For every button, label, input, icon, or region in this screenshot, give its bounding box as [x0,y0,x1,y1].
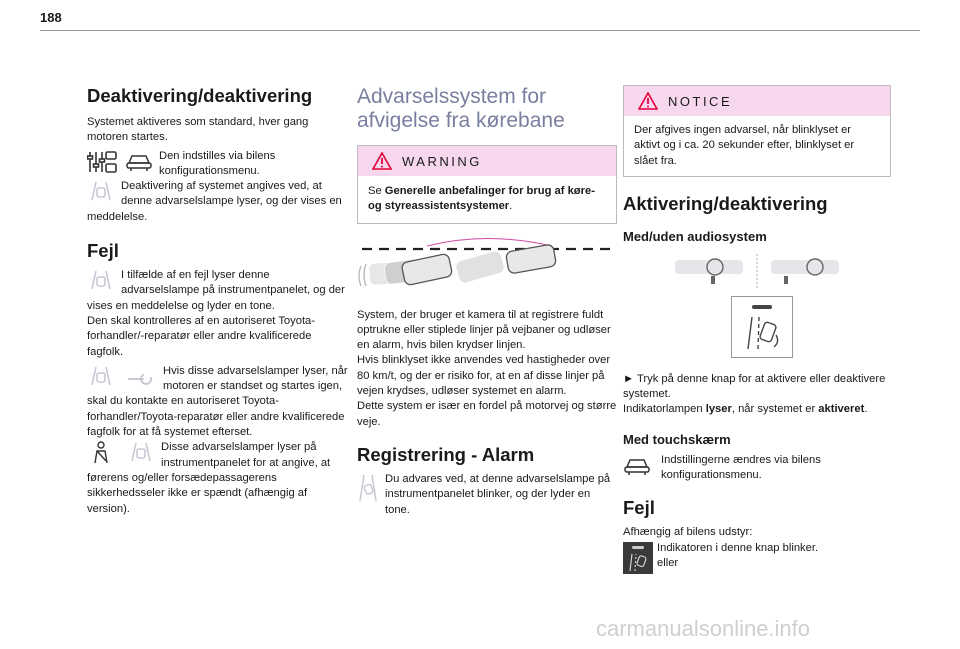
warning-triangle-icon [372,152,392,170]
warning-header [358,146,616,176]
warning-triangle-icon [638,92,658,110]
warning-box [357,145,617,224]
lane-button-icon [623,542,653,574]
header-divider [40,30,920,31]
seatbelt-icon [89,441,113,465]
notice-text: Der afgives ingen advarsel, når blinklyset er aktivt og i ca. 20 sekunder efter, blinklyset er slået fra. [634,124,855,167]
fault-text-3: Hvis disse advarselslamper lyser, når motoren er standset og startes igen, skal du kontakte en autoriseret Toyota-forhandler/Toyota-reparatør eller andre kvalificerede fagfolk for at få systemet efterset. [87,364,348,439]
deactivation-text: Deaktivering af systemet angives ved, at denne advarselslampe lyser, og der vises en meddelelse. [87,180,342,223]
intro-text: Systemet aktiveres som standard, hver gang motoren startes. [87,116,309,144]
car-icon [125,150,153,172]
heading-touch: Med touchskærm [623,431,731,447]
watermark: carmanualsonline.info [596,616,811,641]
warning-label: WARNING [402,153,482,169]
alarm-text: Du advares ved, at denne advarselslampe på instrumentpanelet blinker, og der lyder en tone. [385,472,611,516]
warning-text: Se Generelle anbefalinger for brug af køre- og styreassistentsystemer. [368,185,595,213]
fault-text-4: Disse advarselslamper lyser på instrumentpanelet for at angive, at førerens og/eller forsædepassagerens sikkerhedsseler ikke er spændt (afhængig af version). [87,441,331,515]
fault-text-2: Den skal kontrolleres af en autoriseret Toyota-forhandler/-reparatør eller andre kvalificerede fagfolk. [87,314,316,358]
steering-wheel-illustration [675,254,891,290]
system-text-3: Dette system er især en fordel på motorvej og større veje. [357,400,617,428]
page-number: 188 [40,10,62,25]
column-2 [357,85,617,518]
equipment-text: Afhængig af bilens udstyr: [623,526,753,539]
settings-icon [87,150,117,174]
fault-text-1: I tilfælde af en fejl lyser denne advarselslampe på instrumentpanelet, og der vises en meddelelse og lyder en tone. [87,269,345,312]
notice-label: NOTICE [668,93,733,109]
heading-audio: Med/uden audiosystem [623,228,767,244]
notice-header [624,86,890,116]
touch-text: Indstillingerne ændres via bilens konfigurationsmenu. [661,453,821,482]
system-text-2: Hvis blinklyset ikke anvendes ved hastigheder over 80 km/t, og der er risiko for, at en af disse linjer på vejen krydses, udløser systemet en alarm. [357,354,611,398]
column-1 [87,85,349,517]
lane-warning-icon [87,365,115,387]
lane-warning-icon [87,180,115,202]
heading-fault-2: Fejl [623,497,655,519]
indicator-text: Indikatorlampen lyser, når systemet er aktiveret. [623,403,868,416]
system-text-1: System, der bruger et kamera til at registrere fuldt optrukne eller stiplede linjer på vejbaner og udløser en alarm, hvis bilen krydser linjen. [357,308,611,352]
lane-warning-icon [87,269,115,291]
heading-activation: Aktivering/deaktivering [623,192,828,214]
heading-deactivation: Deaktivering/deaktivering [87,85,313,106]
section-title: Advarselssystem for afvigelse fra kørebane [357,85,565,132]
or-text: eller [657,556,679,569]
heading-fault: Fejl [87,240,119,262]
column-3 [623,85,891,574]
lane-warning-icon [127,441,155,463]
lane-button-icon[interactable] [731,296,793,358]
config-text: Den indstilles via bilens konfigurationsmenu. [159,149,276,177]
wrench-icon [127,365,153,387]
notice-box [623,85,891,177]
blink-text: Indikatoren i denne knap blinker. [657,541,819,554]
lane-warning-icon [357,473,379,503]
car-icon [623,454,651,476]
lane-departure-illustration [357,238,617,298]
press-text: ► Tryk på denne knap for at aktivere eller deaktivere systemet. [623,372,886,401]
heading-alarm: Registrering - Alarm [357,443,535,465]
